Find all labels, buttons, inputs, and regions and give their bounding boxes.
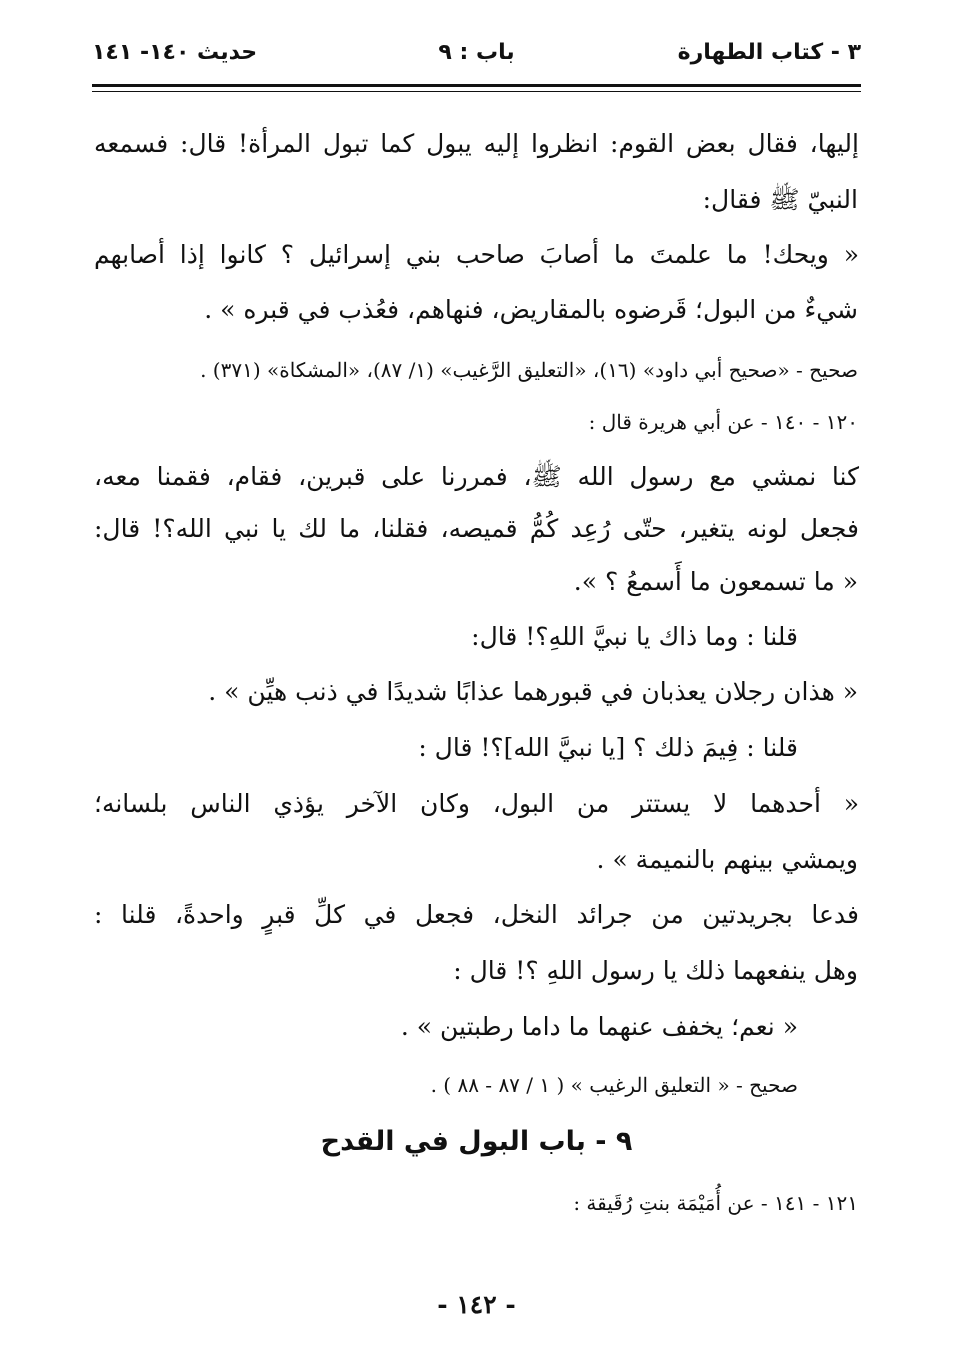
page-number: - ١٤٢ -	[437, 1290, 516, 1319]
takhrij-line: صحيح - «صحيح أبي داود» (١٦)، «التعليق الرَّغيب» (١/ ٨٧)، «المشكاة» (٣٧١) .	[200, 358, 858, 382]
header-section: باب : ٩	[438, 40, 515, 65]
text-line: شيءٌ من البول؛ قَرضوه بالمقاريض، فنهاهم، فعُذب في قبره » .	[204, 295, 858, 324]
text-line: فدعا بجريدتين من جرائد النخل، فجعل في كلِّ قبرٍ واحدةً، قلنا :	[94, 900, 859, 929]
header-chapter: ٣ - كتاب الطهارة	[677, 40, 861, 65]
hadith-number-line: ١٢١ - ١٤١ - عن أُمَيْمَة بنتِ رُقَيقة :	[573, 1191, 858, 1215]
text-line: كنا نمشي مع رسول الله ﷺ، فمررنا على قبرين، فقام، فقمنا معه،	[94, 462, 859, 491]
text-line: قلنا : فِيمَ ذلك ؟ [يا نبيَّ الله]؟! قال :	[418, 733, 798, 762]
text-line: النبيّ ﷺ فقال:	[702, 185, 858, 214]
section-heading: ٩ - باب البول في القدح	[320, 1126, 633, 1157]
text-line: « ما تسمعون ما أَسمعُ ؟ ».	[573, 567, 858, 596]
takhrij-line: صحيح - « التعليق الرغيب » ( ١ / ٨٧ - ٨٨ ) .	[430, 1073, 798, 1097]
running-header	[92, 40, 861, 80]
text-line: وهل ينفعهما ذلك يا رسول اللهِ ؟! قال :	[453, 956, 858, 985]
text-line: « نعم؛ يخفف عنهما ما داما رطبتين » .	[400, 1012, 798, 1041]
text-line: إليها، فقال بعض القوم: انظروا إليه يبول كما تبول المرأة! قال: فسمعه	[94, 129, 859, 158]
text-line: فجعل لونه يتغير، حتّى رُعِد كُمُّ قميصه، فقلنا، ما لك يا نبي الله؟! قال:	[94, 514, 859, 543]
header-hadith-range: حديث ١٤٠- ١٤١	[92, 40, 258, 65]
text-line: « هذان رجلان يعذبان في قبورهما عذابًا شديدًا في ذنب هيِّن » .	[208, 677, 858, 706]
hadith-number-line: ١٢٠ - ١٤٠ - عن أبي هريرة قال :	[588, 410, 858, 434]
text-line: ويمشي بينهم بالنميمة » .	[596, 845, 858, 874]
header-rule-thick	[92, 84, 861, 87]
text-line: « ويحك! ما علمتَ ما أصابَ صاحب بني إسرائيل ؟ كانوا إذا أصابهم	[94, 240, 859, 269]
text-line: « أحدهما لا يستتر من البول، وكان الآخر يؤذي الناس بلسانه؛	[94, 789, 859, 818]
header-rule-thin	[92, 91, 861, 92]
text-line: قلنا : وما ذاك يا نبيَّ اللهِ؟! قال:	[471, 622, 798, 651]
